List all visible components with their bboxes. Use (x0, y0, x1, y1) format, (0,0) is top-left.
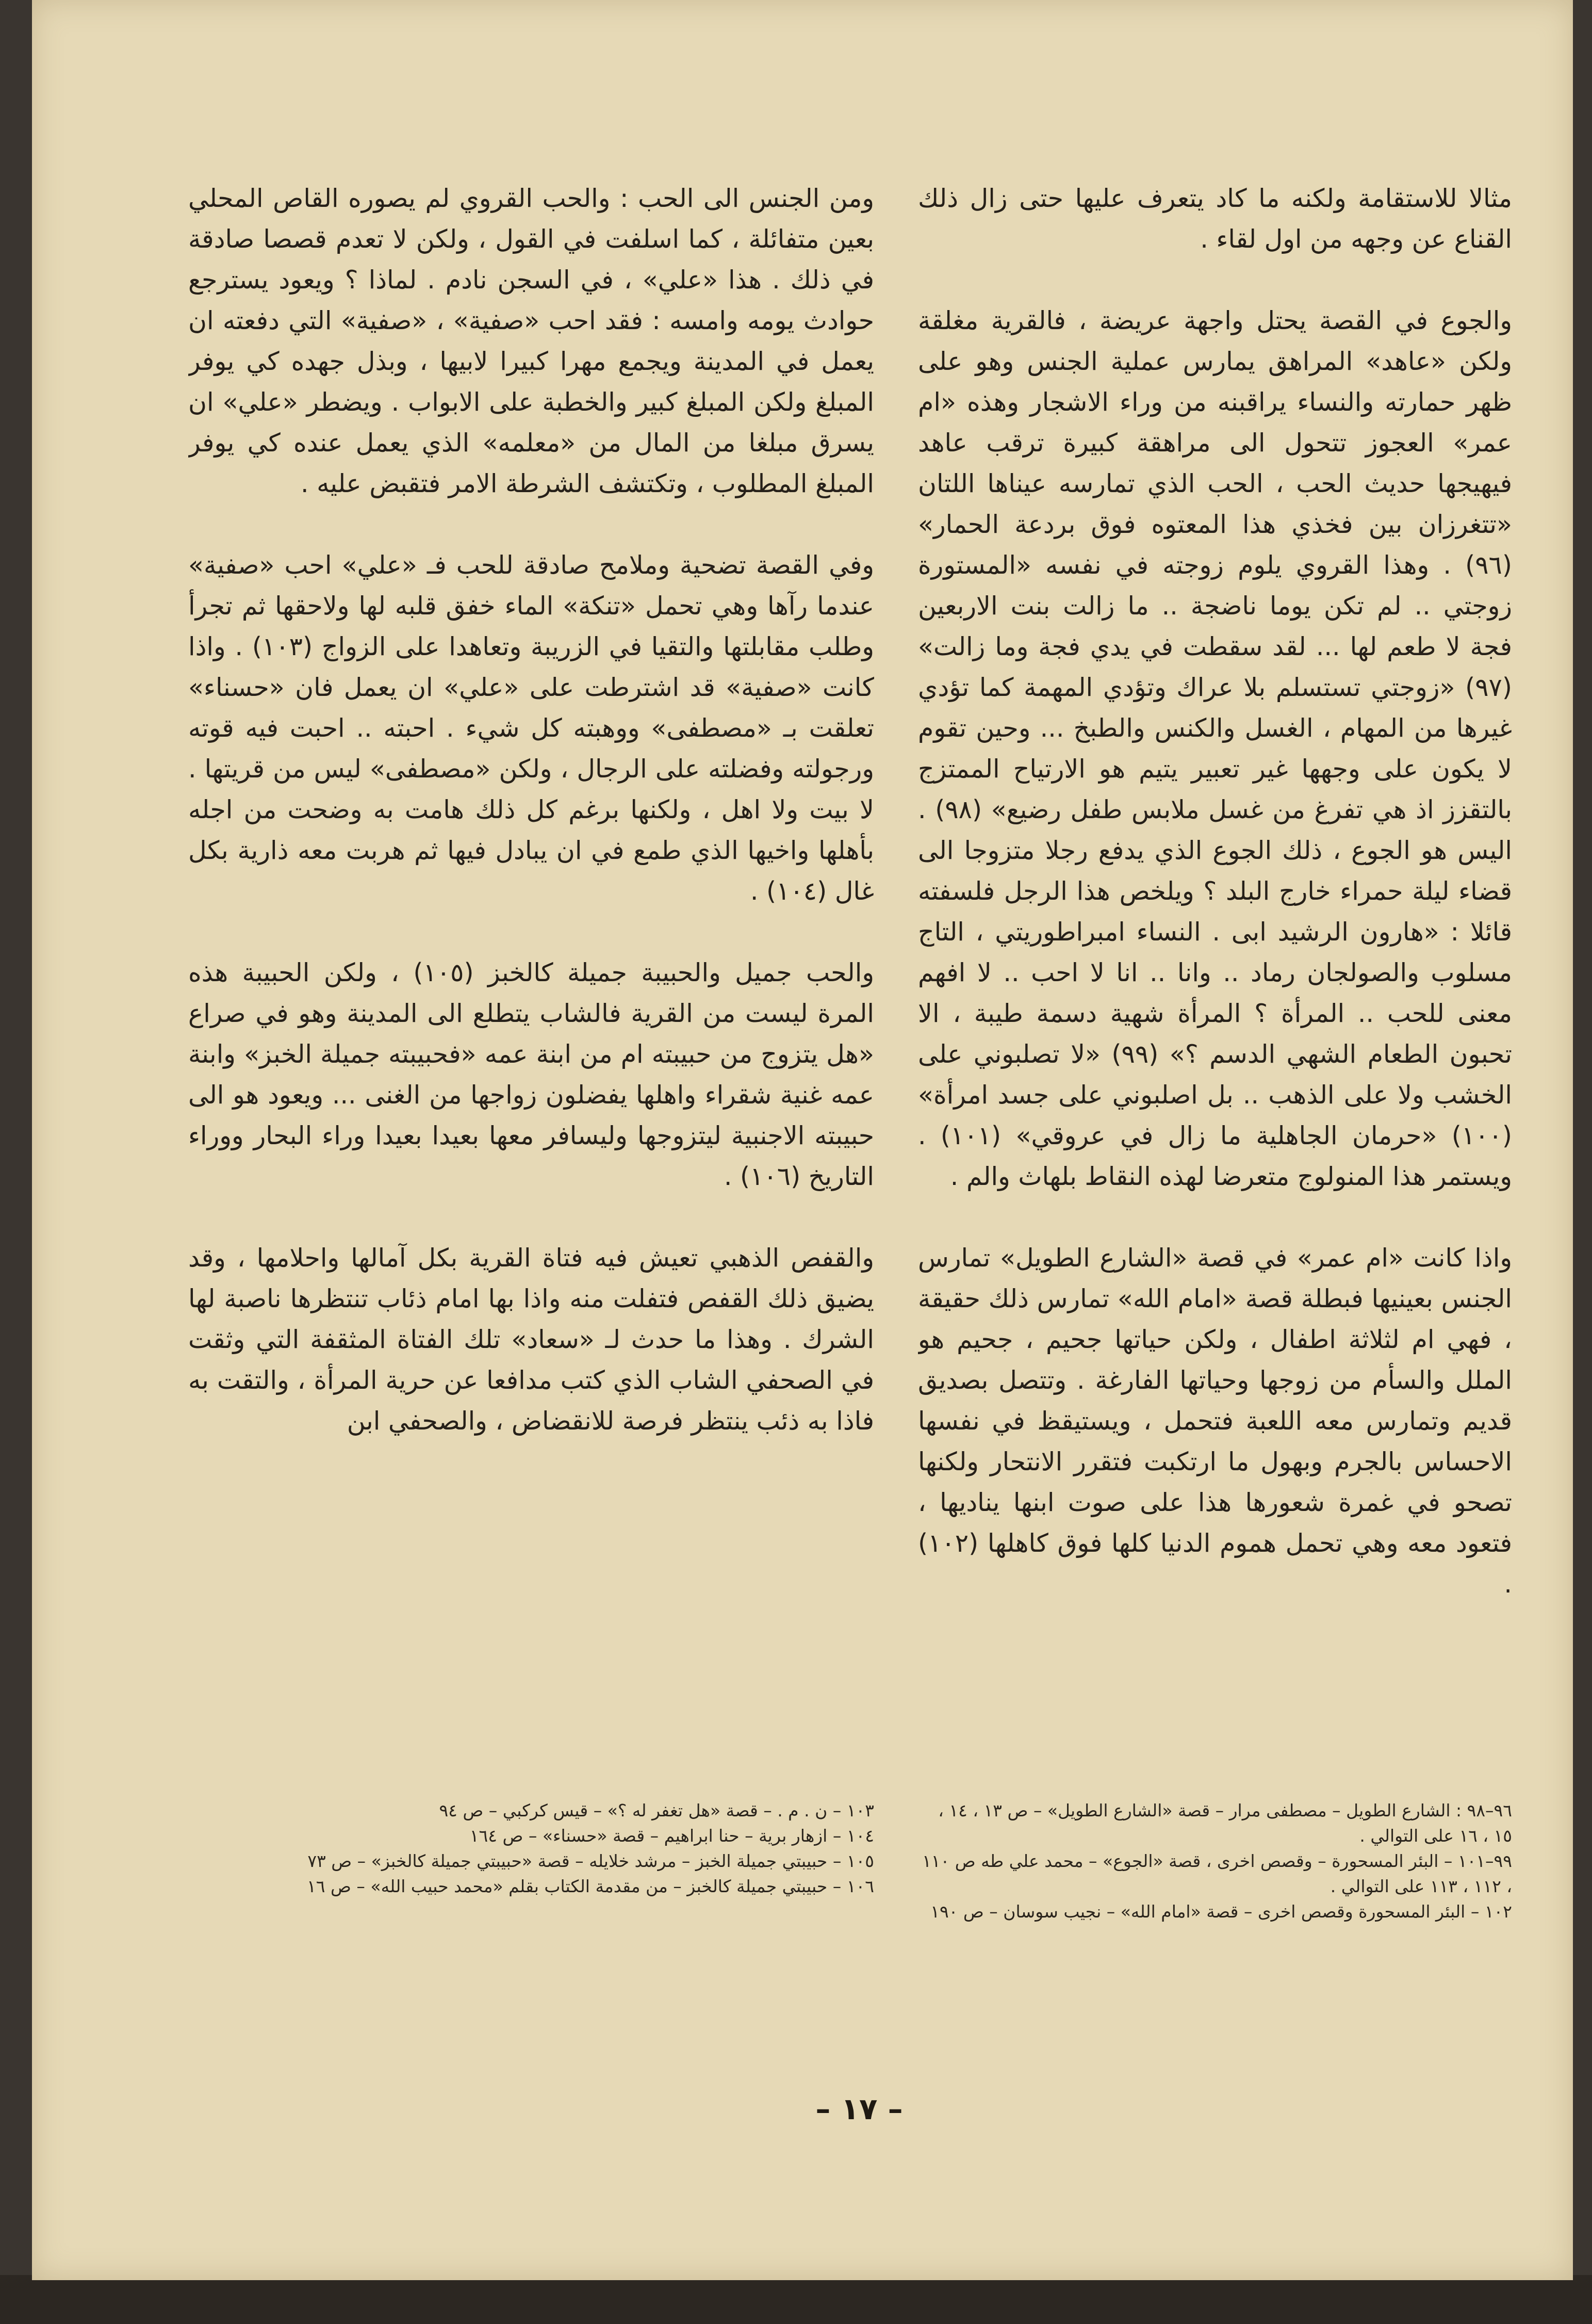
book-page (32, 0, 1573, 2280)
paragraph: مثالا للاستقامة ولكنه ما كاد يتعرف عليها حتى زال ذلك القناع عن وجهه من اول لقاء . (918, 184, 1512, 254)
scanner-background (0, 2275, 1592, 2324)
right-footnotes (918, 1798, 1512, 1968)
left-footnotes (188, 1798, 874, 1968)
footnote: ١٠٦ – حبيبتي جميلة كالخبز – من مقدمة الكتاب بقلم «محمد حبيب الله» – ص ١٦ (307, 1876, 874, 1896)
paragraph: وفي القصة تضحية وملامح صادقة للحب فـ «علي» احب «صفية» عندما رآها وهي تحمل «تنكة» الماء خفق قلبه لها ولاحقها ثم تجرأ وطلب مقابلتها والتقيا في الزريبة وتعاهدا على الزواج (١٠٣) . واذا كانت «صفية» قد اشترطت على «علي» ان يعمل فان «حسناء» تعلقت بـ «مصطفى» ووهبته كل شيء . احبته .. احبت فيه قوته ورجولته وفضلته على الرجال ، ولكن «مصطفى» ليس من قريتها . لا بيت ولا اهل ، ولكنها برغم كل ذلك هامت به وضحت من اجله بأهلها واخيها الذي طمع في ان يبادل فيها ثم هربت معه ذارية بكل غال (١٠٤) . (188, 550, 874, 906)
paragraph: والحب جميل والحبيبة جميلة كالخبز (١٠٥) ، ولكن الحبيبة هذه المرة ليست من القرية فالشاب يتطلع الى المدينة وهو في صراع «هل يتزوج من حبيبته ام من ابنة عمه «فحبيبته جميلة الخبز» وابنة عمه غنية شقراء واهلها يفضلون زواجها من الغنى ... ويعود هو الى حبيبته الاجنبية ليتزوجها وليسافر معها بعيدا بعيدا وراء البحار ووراء التاريخ (١٠٦) . (188, 958, 874, 1191)
page-number: – ١٧ – (815, 2091, 903, 2126)
footnote: ١٠٣ – ن . م . – قصة «هل تغفر له ؟» – قيس كركبي – ص ٩٤ (439, 1800, 874, 1821)
footnote: ٩٩–١٠١ – البئر المسحورة – وقصص اخرى ، قصة «الجوع» – محمد علي طه ص ١١٠ ، ١١٢ ، ١١٣ على التوالي . (922, 1851, 1512, 1896)
footnote: ٩٦–٩٨ : الشارع الطويل – مصطفى مرار – قصة «الشارع الطويل» – ص ١٣ ، ١٤ ، ١٥ ، ١٦ على التوالي . (938, 1800, 1512, 1846)
paragraph: والقفص الذهبي تعيش فيه فتاة القرية بكل آمالها واحلامها ، وقد يضيق ذلك القفص فتفلت منه واذا بها امام ذئاب تنتظرها ناصبة لها الشرك . وهذا ما حدث لـ «سعاد» تلك الفتاة المثقفة التي وثقت في الصحفي الشاب الذي كتب مدافعا عن حرية المرأة ، والتقت به فاذا به ذئب ينتظر فرصة للانقضاض ، والصحفي ابن (188, 1243, 874, 1436)
footnote: ١٠٤ – ازهار برية – حنا ابراهيم – قصة «حسناء» – ص ١٦٤ (469, 1826, 874, 1846)
paragraph: واذا كانت «ام عمر» في قصة «الشارع الطويل» تمارس الجنس بعينيها فبطلة قصة «امام الله» تمارس ذلك حقيقة ، فهي ام لثلاثة اطفال ، ولكن حياتها جحيم ، جحيم هو الملل والسأم من زوجها وحياتها الفارغة . وتتصل بصديق قديم وتمارس معه اللعبة فتحمل ، ويستيقظ في نفسها الاحساس بالجرم وبهول ما ارتكبت فتقرر الانتحار ولكنها تصحو في غمرة شعورها هذا على صوت ابنها يناديها ، فتعود معه وهي تحمل هموم الدنيا كلها فوق كاهلها (١٠٢) . (918, 1243, 1512, 1599)
footnote: ١٠٢ – البئر المسحورة وقصص اخرى – قصة «امام الله» – نجيب سوسان – ص ١٩٠ (930, 1902, 1512, 1922)
right-text-column (918, 178, 1512, 1803)
paragraph: ومن الجنس الى الحب : والحب القروي لم يصوره القاص المحلي بعين متفائلة ، كما اسلفت في القول ، ولكن لا تعدم قصصا صادقة في ذلك . هذا «علي» ، في السجن نادم . لماذا ؟ ويعود يسترجع حوادث يومه وامسه : فقد احب «صفية» ، «صفية» التي دفعته ان يعمل في المدينة ويجمع مهرا كبيرا لابيها ، وبذل جهده كي يوفر المبلغ ولكن المبلغ كبير والخطبة على الابواب . ويضطر «علي» ان يسرق مبلغا من المال من «معلمه» الذي يعمل عنده كي يوفر المبلغ المطلوب ، وتكتشف الشرطة الامر فتقبض عليه . (188, 184, 874, 498)
footnote: ١٠٥ – حبيبتي جميلة الخبز – مرشد خلايله – قصة «حبيبتي جميلة كالخبز» – ص ٧٣ (307, 1851, 874, 1871)
paragraph: والجوع في القصة يحتل واجهة عريضة ، فالقرية مغلقة ولكن «عاهد» المراهق يمارس عملية الجنس وهو على ظهر حمارته والنساء يراقبنه من وراء الاشجار وهذه «ام عمر» العجوز تتحول الى مراهقة كبيرة ترقب عاهد فيهيجها حديث الحب ، الحب الذي تمارسه عيناها اللتان «تتغرزان بين فخذي هذا المعتوه فوق بردعة الحمار» (٩٦) . وهذا القروي يلوم زوجته في نفسه «المستورة زوجتي .. لم تكن يوما ناضجة .. ما زالت بنت الاربعين فجة لا طعم لها ... لقد سقطت في يدي فجة وما زالت» (٩٧) «زوجتي تستسلم بلا عراك وتؤدي المهمة كما تؤدي غيرها من المهام ، الغسل والكنس والطبخ ... وحين تقوم لا يكون على وجهها غير تعبير يتيم هو الارتياح الممتزج بالتقزز اذ هي تفرغ من غسل ملابس طفل رضيع» (٩٨) . اليس هو الجوع ، ذلك الجوع الذي يدفع رجلا متزوجا الى قضاء ليلة حمراء خارج البلد ؟ ويلخص هذا الرجل فلسفته قائلا : «هارون الرشيد ابى . النساء امبراطوريتي ، التاج مسلوب والصولجان رماد .. وانا .. انا لا احب .. لا افهم معنى للحب .. المرأة ؟ المرأة شهية دسمة طيبة ، الا تحبون الطعام الشهي الدسم ؟» (٩٩) «لا تصلبوني على الخشب ولا على الذهب .. بل اصلبوني على جسد امرأة» (١٠٠) «حرمان الجاهلية ما زال في عروقي» (١٠١) . ويستمر هذا المنولوج متعرضا لهذه النقاط بلهاث والم . (918, 306, 1512, 1191)
left-text-column (188, 178, 874, 1803)
